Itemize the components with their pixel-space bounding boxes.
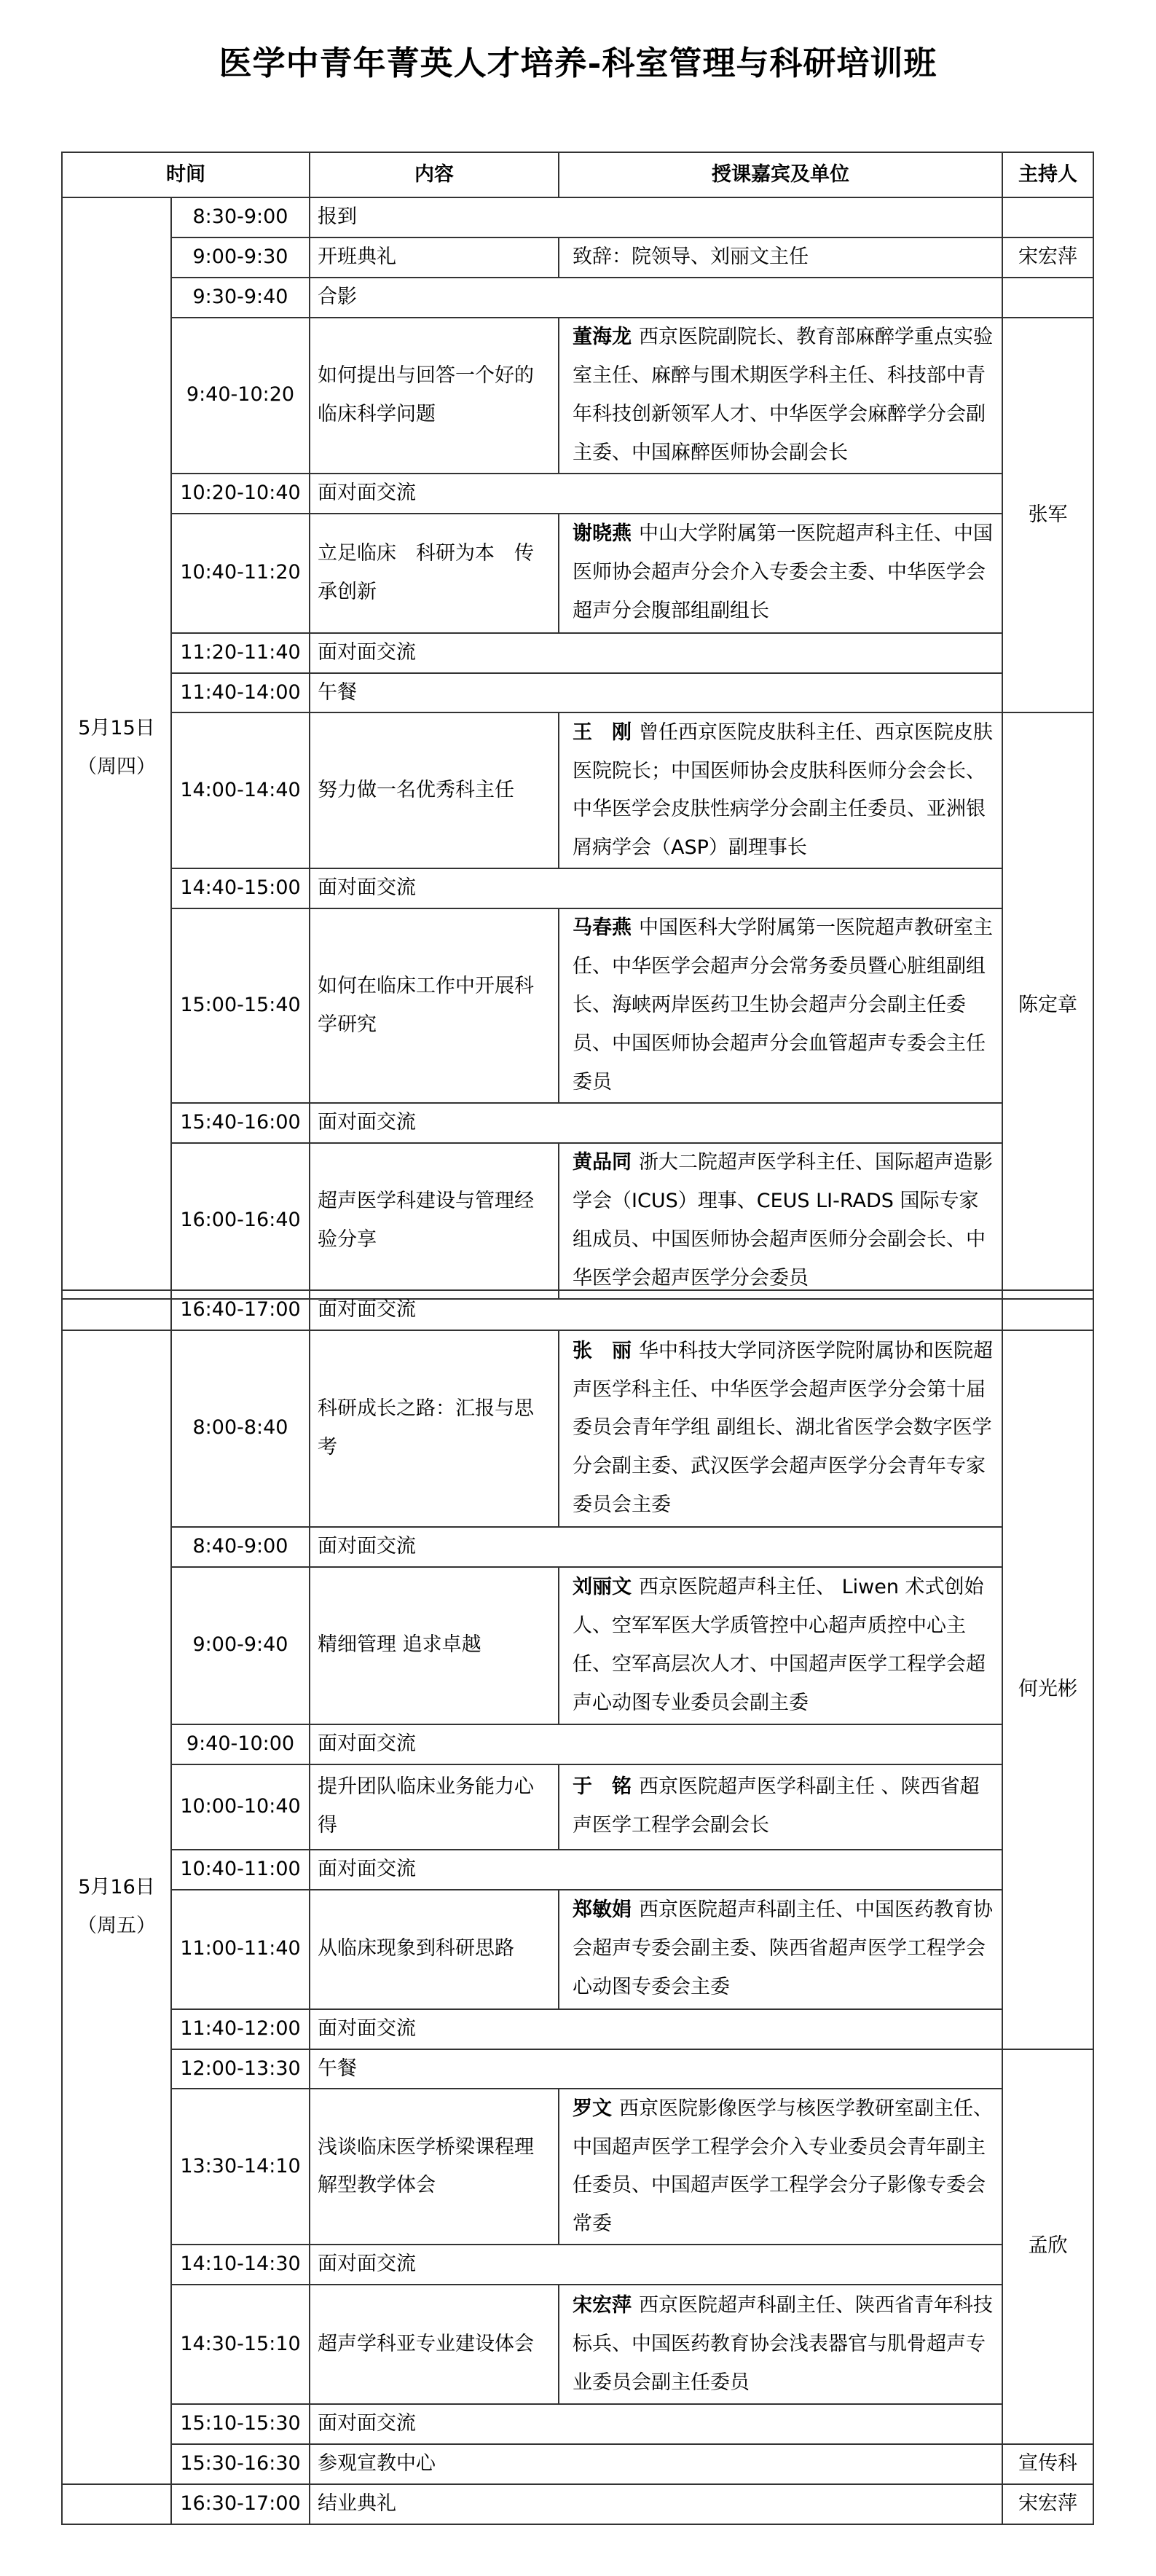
speaker-title: 浙大二院超声医学科主任、国际超声造影学会（ICUS）理事、CEUS LI-RADS 国际专家组成员、中国医师协会超声医师分会副会长、中华医学会超声医学分会委员	[573, 1150, 993, 1289]
time-cell: 10:40-11:00	[171, 1850, 310, 1890]
speaker-name: 于 铭	[573, 1775, 632, 1799]
table-row	[62, 278, 1093, 318]
time-cell: 9:00-9:40	[171, 1567, 310, 1724]
time-cell: 11:20-11:40	[171, 633, 310, 673]
speaker-name: 宋宏萍	[573, 2293, 632, 2317]
content-cell: 面对面交流	[310, 1850, 1002, 1890]
time-cell: 16:00-16:40	[171, 1143, 310, 1299]
table-row	[62, 673, 1093, 713]
speaker-cell	[559, 1330, 1002, 1527]
time-cell: 10:40-11:20	[171, 514, 310, 633]
speaker-name: 董海龙	[573, 325, 632, 348]
time-cell: 11:00-11:40	[171, 1890, 310, 2009]
content-cell: 面对面交流	[310, 1527, 1002, 1567]
day1-weekday: （周四）	[77, 755, 156, 778]
speaker-name: 王 刚	[573, 720, 632, 744]
table-row	[62, 2285, 1093, 2404]
page-title: 医学中青年菁英人才培养-科室管理与科研培训班	[219, 44, 937, 82]
speaker-name: 罗文	[573, 2097, 612, 2120]
time-cell: 9:40-10:20	[171, 318, 310, 474]
table-row	[62, 1890, 1093, 2009]
content-cell: 精细管理 追求卓越	[310, 1567, 559, 1724]
host-cell: 宋宏萍	[1002, 237, 1093, 278]
time-cell: 14:10-14:30	[171, 2245, 310, 2285]
content-cell: 面对面交流	[310, 2404, 1002, 2444]
content-cell: 报到	[310, 197, 1002, 237]
time-cell: 15:00-15:40	[171, 908, 310, 1103]
content-cell: 面对面交流	[310, 1290, 1002, 1330]
content-cell: 面对面交流	[310, 1103, 1002, 1143]
time-cell: 12:00-13:30	[171, 2049, 310, 2089]
table-row	[62, 1527, 1093, 1567]
speaker-cell	[559, 1890, 1002, 2009]
day1-date-cell	[62, 197, 171, 1299]
speaker-cell	[559, 514, 1002, 633]
table-row	[62, 908, 1093, 1103]
time-cell: 10:00-10:40	[171, 1764, 310, 1850]
table-row	[62, 868, 1093, 908]
host-cell: 孟欣	[1002, 2049, 1093, 2445]
table-row	[62, 1764, 1093, 1850]
table-row	[62, 2245, 1093, 2285]
speaker-title: 西京医院超声科副主任、中国医药教育协会超声专委会副主委、陕西省超声医学工程学会心动图专委会主委	[573, 1898, 993, 1999]
content-cell: 超声学科亚专业建设体会	[310, 2285, 559, 2404]
header-speaker: 授课嘉宾及单位	[559, 152, 1002, 197]
time-cell: 14:40-15:00	[171, 868, 310, 908]
table-row	[62, 2089, 1093, 2245]
speaker-name: 郑敏娟	[573, 1898, 632, 1922]
table-row	[62, 2484, 1093, 2524]
speaker-title: 西京医院影像医学与核医学教研室副主任、中国超声医学工程学会介入专业委员会青年副主任委员、中国超声医学工程学会分子影像专委会常委	[573, 2097, 993, 2236]
time-cell: 15:10-15:30	[171, 2404, 310, 2444]
table-row	[62, 1330, 1093, 1527]
table-header-row	[62, 152, 1093, 197]
table-row	[62, 1724, 1093, 1764]
speaker-title: 中山大学附属第一医院超声科主任、中国医师协会超声分会介入专委会主委、中华医学会超声分会腹部组副组长	[573, 522, 993, 623]
content-cell: 开班典礼	[310, 237, 559, 278]
speaker-cell	[559, 2089, 1002, 2245]
time-cell: 14:00-14:40	[171, 712, 310, 868]
day2-weekday: （周五）	[77, 1915, 156, 1938]
host-cell: 张军	[1002, 318, 1093, 713]
speaker-cell: 致辞：院领导、刘丽文主任	[559, 237, 1002, 278]
time-cell: 15:30-16:30	[171, 2444, 310, 2484]
time-cell: 8:30-9:00	[171, 197, 310, 237]
speaker-title: 西京医院超声医学科副主任 、陕西省超声医学工程学会副会长	[573, 1775, 980, 1837]
content-cell: 午餐	[310, 2049, 1002, 2089]
content-cell: 努力做一名优秀科主任	[310, 712, 559, 868]
content-cell: 结业典礼	[310, 2484, 1002, 2524]
time-cell: 10:20-10:40	[171, 474, 310, 514]
content-cell: 参观宣教中心	[310, 2444, 1002, 2484]
table-row	[62, 1567, 1093, 1724]
speaker-name: 张 丽	[573, 1339, 632, 1362]
day1-date: 5月15日	[78, 716, 155, 739]
speaker-title: 西京医院超声科主任、 Liwen 术式创始人、空军军医大学质管控中心超声质控中心主任、空军高层次人才、中国超声医学工程学会超声心动图专业委员会副主委	[573, 1576, 986, 1714]
header-content: 内容	[310, 152, 559, 197]
speaker-cell	[559, 1764, 1002, 1850]
speaker-name: 刘丽文	[573, 1576, 632, 1598]
table-row	[62, 712, 1093, 868]
content-cell: 科研成长之路：汇报与思考	[310, 1330, 559, 1527]
speaker-cell	[559, 1143, 1002, 1299]
content-cell: 从临床现象到科研思路	[310, 1890, 559, 2009]
speaker-title: 西京医院副院长、教育部麻醉学重点实验室主任、麻醉与围术期医学科主任、科技部中青年科技创新领军人才、中华医学会麻醉学分会副主委、中国麻醉医师协会副会长	[573, 325, 993, 464]
speaker-cell	[559, 1567, 1002, 1724]
content-cell: 面对面交流	[310, 1724, 1002, 1764]
speaker-title: 曾任西京医院皮肤科主任、西京医院皮肤医院院长；中国医师协会皮肤科医师分会会长、中华医学会皮肤性病学分会副主任委员、亚洲银屑病学会（ASP）副理事长	[573, 720, 993, 860]
time-cell: 8:00-8:40	[171, 1330, 310, 1527]
content-cell: 如何在临床工作中开展科学研究	[310, 908, 559, 1103]
header-host: 主持人	[1002, 152, 1093, 197]
table-row	[62, 2444, 1093, 2484]
table-row	[62, 237, 1093, 278]
schedule-table-day1	[61, 152, 1094, 1300]
content-cell: 午餐	[310, 673, 1002, 713]
table-row	[62, 318, 1093, 474]
table-row	[62, 2049, 1093, 2089]
time-cell: 16:40-17:00	[171, 1290, 310, 1330]
table-row	[62, 1143, 1093, 1299]
table-row	[62, 514, 1093, 633]
speaker-cell	[559, 2285, 1002, 2404]
time-cell: 13:30-14:10	[171, 2089, 310, 2245]
speaker-title: 华中科技大学同济医学院附属协和医院超声医学科主任、中华医学会超声医学分会第十届委员会青年学组 副组长、湖北省医学会数字医学分会副主委、武汉医学会超声医学分会青年专家委员会主委	[573, 1339, 993, 1517]
host-cell: 宣传科	[1002, 2444, 1093, 2484]
content-cell: 面对面交流	[310, 633, 1002, 673]
day2-date: 5月16日	[78, 1876, 155, 1899]
time-cell: 9:40-10:00	[171, 1724, 310, 1764]
speaker-cell	[559, 908, 1002, 1103]
time-cell: 9:00-9:30	[171, 237, 310, 278]
table-row	[62, 1103, 1093, 1143]
speaker-cell	[559, 712, 1002, 868]
table-row	[62, 2404, 1093, 2444]
schedule-table-day2	[61, 1289, 1094, 2525]
content-cell: 提升团队临床业务能力心得	[310, 1764, 559, 1850]
speaker-title: 中国医科大学附属第一医院超声教研室主任、中华医学会超声分会常务委员暨心脏组副组长、海峡两岸医药卫生协会超声分会副主任委员、中国医师协会超声分会血管超声专委会主任委员	[573, 916, 993, 1093]
host-cell: 陈定章	[1002, 712, 1093, 1298]
table-row	[62, 197, 1093, 237]
content-cell: 浅谈临床医学桥梁课程理解型教学体会	[310, 2089, 559, 2245]
content-cell: 面对面交流	[310, 2009, 1002, 2049]
content-cell: 合影	[310, 278, 1002, 318]
table-row	[62, 1850, 1093, 1890]
table-row	[62, 474, 1093, 514]
time-cell: 9:30-9:40	[171, 278, 310, 318]
speaker-cell	[559, 318, 1002, 474]
speaker-name: 谢晓燕	[573, 522, 632, 546]
speaker-name: 黄品同	[573, 1150, 632, 1174]
table-row	[62, 1290, 1093, 1330]
content-cell: 超声医学科建设与管理经验分享	[310, 1143, 559, 1299]
time-cell: 8:40-9:00	[171, 1527, 310, 1567]
time-cell: 14:30-15:10	[171, 2285, 310, 2404]
content-cell: 面对面交流	[310, 474, 1002, 514]
time-cell: 16:30-17:00	[171, 2484, 310, 2524]
speaker-title: 西京医院超声科副主任、陕西省青年科技标兵、中国医药教育协会浅表器官与肌骨超声专业委员会副主任委员	[573, 2293, 993, 2394]
content-cell: 立足临床 科研为本 传承创新	[310, 514, 559, 633]
content-cell: 如何提出与回答一个好的临床科学问题	[310, 318, 559, 474]
time-cell: 11:40-12:00	[171, 2009, 310, 2049]
content-cell: 面对面交流	[310, 2245, 1002, 2285]
table-row	[62, 2009, 1093, 2049]
table-row	[62, 633, 1093, 673]
day2-date-cell	[62, 1330, 171, 2484]
speaker-name: 马春燕	[573, 916, 632, 940]
header-time: 时间	[62, 152, 310, 197]
content-cell: 面对面交流	[310, 868, 1002, 908]
host-cell: 何光彬	[1002, 1330, 1093, 2049]
host-cell: 宋宏萍	[1002, 2484, 1093, 2524]
time-cell: 15:40-16:00	[171, 1103, 310, 1143]
time-cell: 11:40-14:00	[171, 673, 310, 713]
